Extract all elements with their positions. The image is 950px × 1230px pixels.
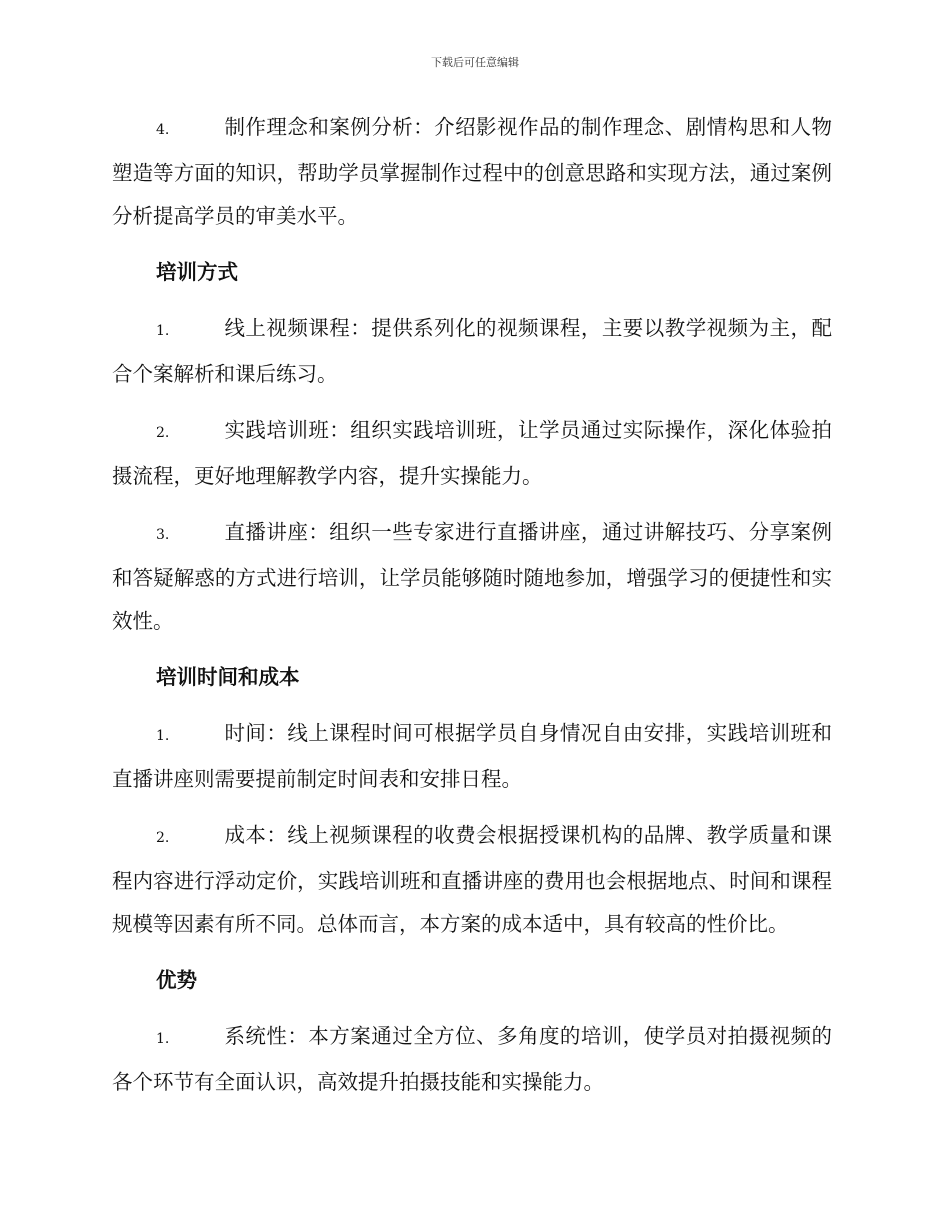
list-item-text: 系统性：本方案通过全方位、多角度的培训，使学员对拍摄视频的各个环节有全面认识，高效提升拍摄技能和实操能力。 xyxy=(112,1024,832,1094)
list-item xyxy=(112,712,832,801)
list-item-number: 3. xyxy=(156,527,170,543)
list-item-number: 1. xyxy=(156,728,170,744)
list-item xyxy=(112,409,832,498)
section-heading-methods: 培训方式 xyxy=(156,260,238,284)
document-body xyxy=(112,106,832,1117)
list-item-text: 时间：线上课程时间可根据学员自身情况自由安排，实践培训班和直播讲座则需要提前制定时间表和安排日程。 xyxy=(112,721,832,791)
list-item-text: 制作理念和案例分析：介绍影视作品的制作理念、剧情构思和人物塑造等方面的知识，帮助学员掌握制作过程中的创意思路和实现方法，通过案例分析提高学员的审美水平。 xyxy=(112,115,832,228)
section-heading-time-cost: 培训时间和成本 xyxy=(156,665,300,689)
list-item xyxy=(112,814,832,946)
list-item-text: 直播讲座：组织一些专家进行直播讲座，通过讲解技巧、分享案例和答疑解惑的方式进行培训，让学员能够随时随地参加，增强学习的便捷性和实效性。 xyxy=(112,520,832,633)
list-item-number: 4. xyxy=(156,122,170,138)
list-item xyxy=(112,511,832,643)
list-item xyxy=(112,307,832,396)
list-item-text: 线上视频课程：提供系列化的视频课程，主要以教学视频为主，配合个案解析和课后练习。 xyxy=(112,316,832,386)
list-item-number: 2. xyxy=(156,830,170,846)
list-item-number: 2. xyxy=(156,425,170,441)
list-item xyxy=(112,106,832,238)
section-heading-advantages: 优势 xyxy=(156,968,197,992)
list-item xyxy=(112,1015,832,1104)
list-item-number: 1. xyxy=(156,1031,170,1047)
list-item-number: 1. xyxy=(156,323,170,339)
page-header: 下载后可任意编辑 xyxy=(431,56,519,69)
list-item-text: 实践培训班：组织实践培训班，让学员通过实际操作，深化体验拍摄流程，更好地理解教学内容，提升实操能力。 xyxy=(112,418,832,488)
list-item-text: 成本：线上视频课程的收费会根据授课机构的品牌、教学质量和课程内容进行浮动定价，实践培训班和直播讲座的费用也会根据地点、时间和课程规模等因素有所不同。总体而言，本方案的成本适中，具有较高的性价比。 xyxy=(112,823,832,936)
